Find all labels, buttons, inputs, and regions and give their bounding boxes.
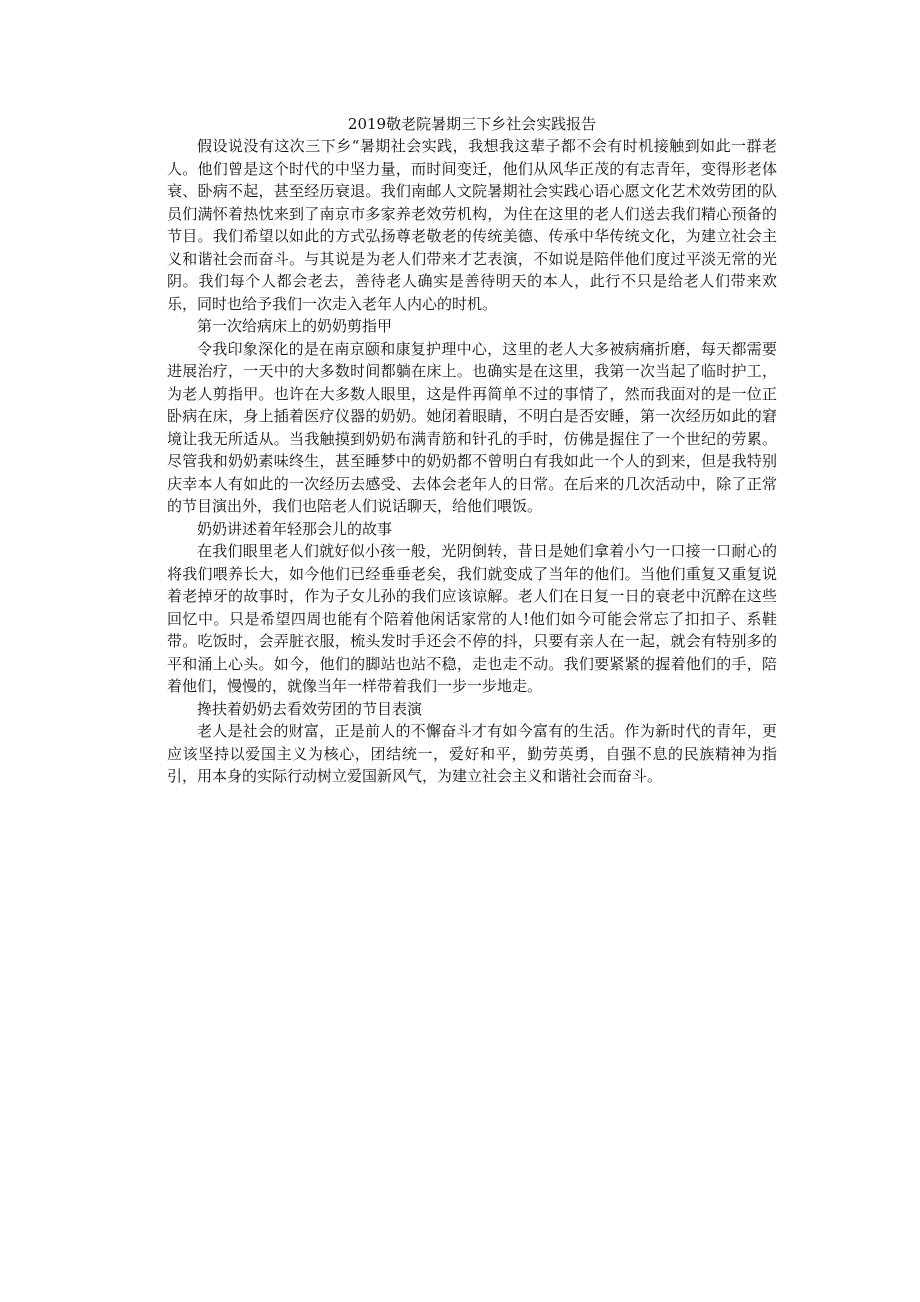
section-paragraph-nail-trimming: 令我印象深化的是在南京颐和康复护理中心，这里的老人大多被病痛折磨，每天都需要进展治疗，一天中的大多数时间都躺在床上。也确实是在这里，我第一次当起了临时护工，为老人剪指甲。也许在大多数人眼里，这是件再简单不过的事情了，然而我面对的是一位正卧病在床，身上插着医疗仪器的奶奶。她闭着眼睛，不明白是否安睡，第一次经历如此的窘境让我无所适从。当我触摸到奶奶布满青筋和针孔的手时，仿佛是握住了一个世纪的劳累。尽管我和奶奶素味终生，甚至睡梦中的奶奶都不曾明白有我如此一个人的到来，但是我特别庆幸本人有如此的一次经历去感受、去体会老年人的日常。在后来的几次活动中，除了正常的节目演出外，我们也陪老人们说话聊天，给他们喂饭。 [167, 339, 777, 515]
section-heading-show-attendance: 搀扶着奶奶去看效劳团的节目表演 [197, 699, 423, 718]
document-body [167, 113, 777, 788]
section-paragraph-grandma-stories: 在我们眼里老人们就好似小孩一般，光阴倒转，昔日是她们拿着小勺一口接一口耐心的将我们喂养长大，如今他们已经垂垂老矣，我们就变成了当年的他们。当他们重复又重复说着老掉牙的故事时，作为子女儿孙的我们应该谅解。老人们在日复一日的衰老中沉醉在这些回忆中。只是希望四周也能有个陪着他闲话家常的人!他们如今可能会常忘了扣扣子、系鞋带。吃饭时，会弄脏衣服，梳头发时手还会不停的抖，只要有亲人在一起，就会有特别多的平和涌上心头。如今，他们的脚站也站不稳，走也走不动。我们要紧紧的握着他们的手，陪着他们，慢慢的，就像当年一样带着我们一步一步地走。 [167, 542, 777, 695]
section-paragraph-show-attendance: 老人是社会的财富，正是前人的不懈奋斗才有如今富有的生活。作为新时代的青年，更应该坚持以爱国主义为核心，团结统一，爱好和平，勤劳英勇，自强不息的民族精神为指引，用本身的实际行动树立爱国新风气，为建立社会主义和谐社会而奋斗。 [167, 722, 777, 785]
section-heading-grandma-stories: 奶奶讲述着年轻那会儿的故事 [197, 519, 393, 538]
section-heading-nail-trimming: 第一次给病床上的奶奶剪指甲 [197, 317, 393, 335]
document-title: 2019敬老院暑期三下乡社会实践报告 [347, 115, 597, 133]
intro-paragraph: 假设说没有这次三下乡“暑期社会实践，我想我这辈子都不会有时机接触到如此一群老人。他们曾是这个时代的中坚力量，而时间变迁，他们从风华正茂的有志青年，变得形老体衰、卧病不起，甚至经历衰退。我们南邮人文院暑期社会实践心语心愿文化艺术效劳团的队员们满怀着热忱来到了南京市多家养老效劳机构，为住在这里的老人们送去我们精心预备的节目。我们希望以如此的方式弘扬尊老敬老的传统美德、传承中华传统文化，为建立社会主 义和谐社会而奋斗。与其说是为老人们带来才艺表演，不如说是陪伴他们度过平淡无常的光阴。我们每个人都会老去，善待老人确实是善待明天的本人，此行不只是给老人们带来欢乐，同时也给予我们一次走入老年人内心的时机。 [167, 137, 777, 313]
